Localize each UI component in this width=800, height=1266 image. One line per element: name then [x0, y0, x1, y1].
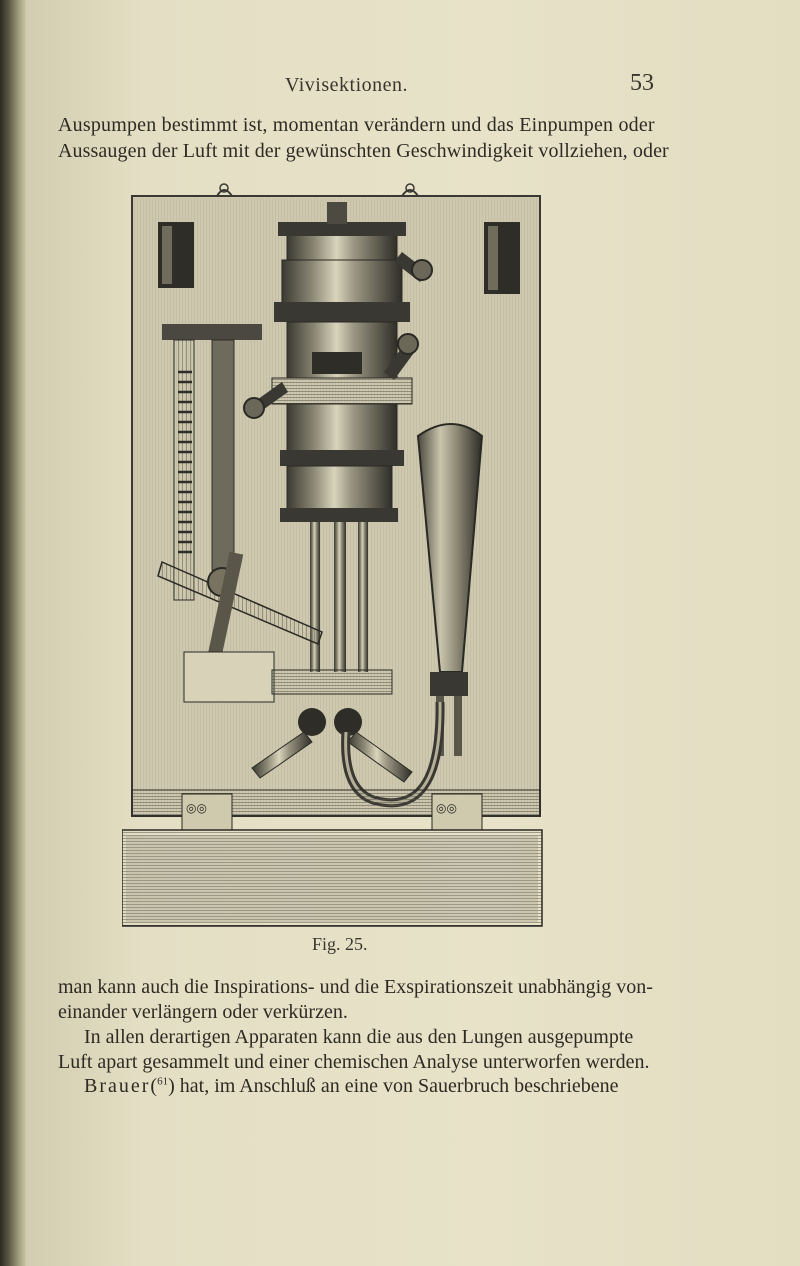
- apparatus-illustration: [122, 172, 546, 928]
- book-spine-shadow: [0, 0, 26, 1266]
- text-line: Aussaugen der Luft mit der gewünschten Geschwindigkeit vollziehen, oder: [58, 140, 669, 162]
- figure-caption: Fig. 25.: [312, 934, 368, 954]
- running-head: Vivisektionen.: [285, 74, 409, 96]
- text-fragment: hat, im Anschluß an eine von Sauerbruch beschriebene: [179, 1075, 619, 1097]
- svg-text:◎◎: ◎◎: [186, 801, 207, 815]
- text-line: In allen derartigen Apparaten kann die aus den Lungen ausgepumpte: [84, 1026, 634, 1048]
- text-line: Luft apart gesammelt und einer chemischen Analyse unterworfen werden.: [58, 1051, 650, 1073]
- text-line: Auspumpen bestimmt ist, momentan verändern und das Einpumpen oder: [58, 114, 655, 136]
- author-name: Brauer: [84, 1075, 151, 1097]
- reference-number: 61: [157, 1075, 169, 1088]
- text-line: man kann auch die Inspirations- und die Exspirationszeit unabhängig von-: [58, 976, 653, 998]
- text-line: einander verlängern oder verkürzen.: [58, 1001, 348, 1023]
- page-number: 53: [630, 70, 654, 96]
- text-line-with-reference: Brauer($^{61}$) hat, im Anschluß an eine von Sauerbruch beschriebene: [84, 1075, 619, 1097]
- svg-text:◎◎: ◎◎: [436, 801, 457, 815]
